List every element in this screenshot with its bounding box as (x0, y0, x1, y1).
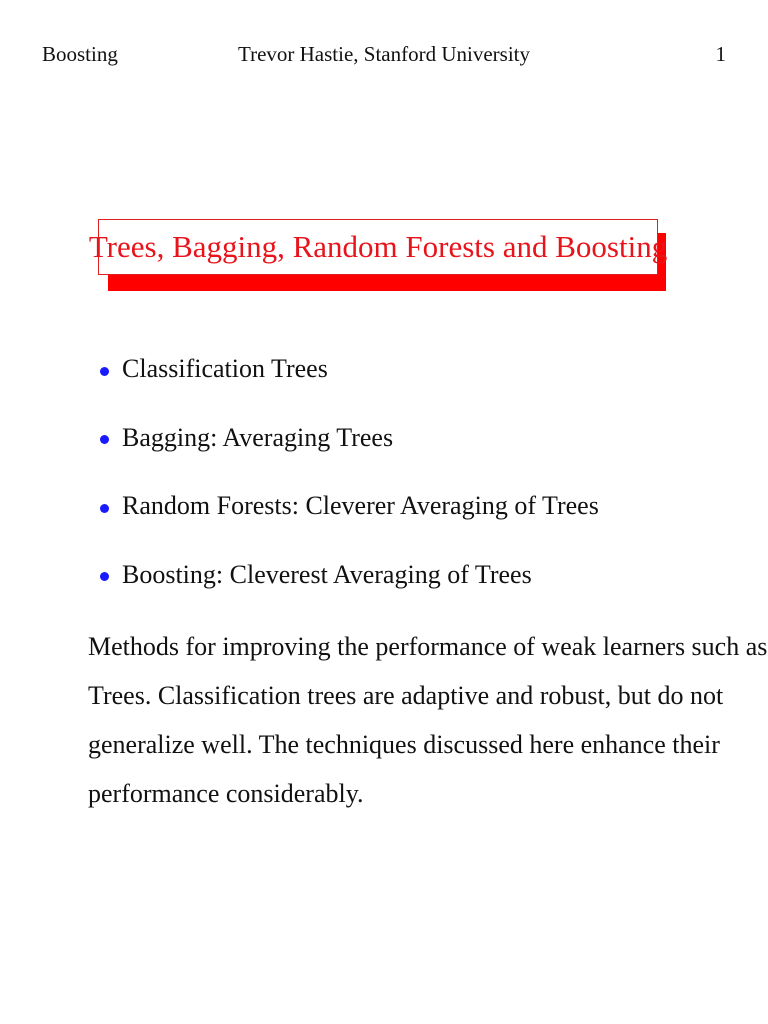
bullet-text: Boosting: Cleverest Averaging of Trees (122, 559, 532, 589)
paragraph-line: performance considerably. (88, 779, 364, 808)
bullet-item (100, 553, 599, 597)
bullet-icon (100, 572, 109, 581)
bullet-item (100, 484, 599, 528)
bullet-item (100, 416, 599, 460)
bullet-text: Classification Trees (122, 354, 328, 383)
bullet-item (100, 347, 599, 391)
running-header (42, 42, 726, 70)
body-paragraph (88, 622, 768, 818)
paragraph-line: Methods for improving the performance of weak learners such as (88, 632, 768, 661)
header-author: Trevor Hastie, Stanford University (237, 42, 531, 66)
paragraph-line: Trees. Classification trees are adaptive and robust, but do not (88, 681, 724, 710)
bullet-icon (100, 435, 109, 444)
bullet-icon (100, 504, 109, 513)
bullet-text: Random Forests: Cleverer Averaging of Trees (122, 491, 599, 520)
bullet-icon (100, 367, 109, 376)
title-box (88, 219, 668, 275)
page-number: 1 (715, 42, 726, 66)
bullet-list (100, 347, 599, 621)
slide-title-block (88, 219, 668, 277)
paragraph-line: generalize well. The techniques discussed here enhance their (88, 730, 720, 759)
bullet-text: Bagging: Averaging Trees (122, 422, 394, 452)
header-short-title: Boosting (42, 42, 118, 66)
slide-title: Trees, Bagging, Random Forests and Boosting (88, 229, 668, 264)
